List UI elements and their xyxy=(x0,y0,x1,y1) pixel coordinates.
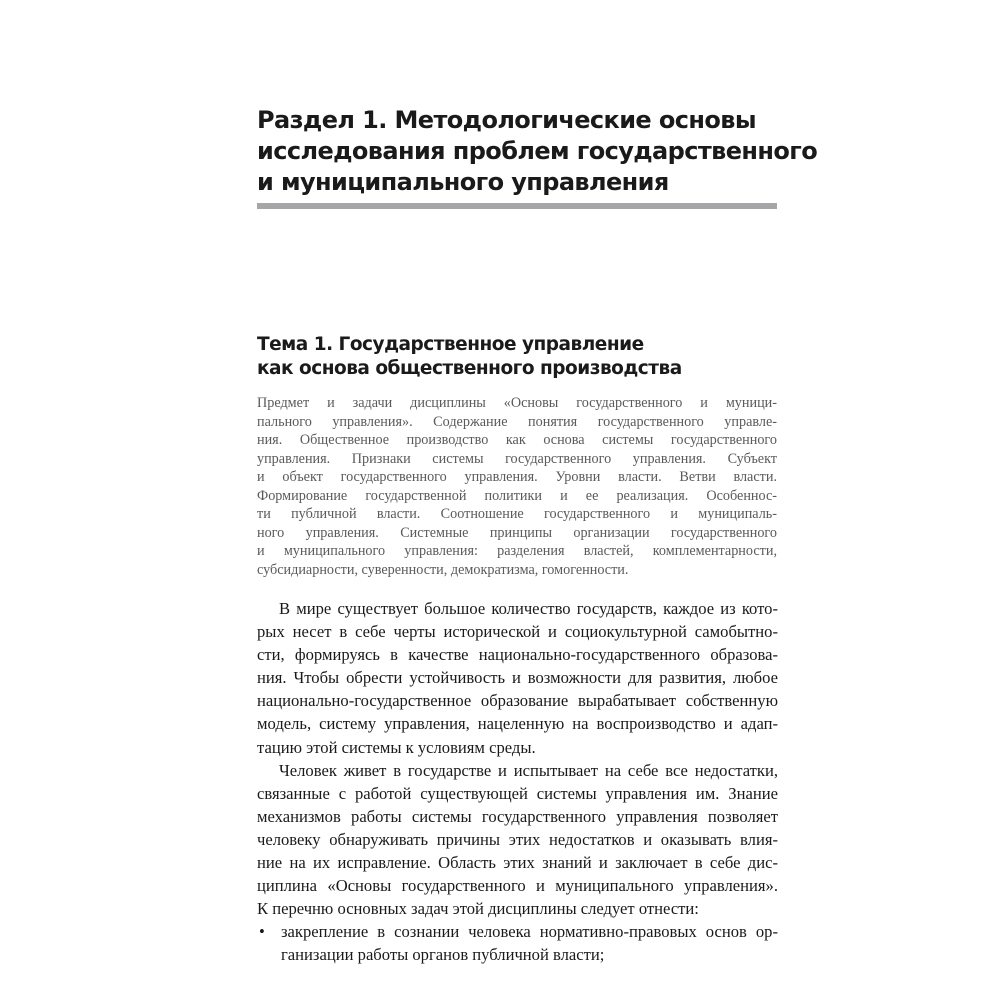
topic-title-line: как основа общественного производства xyxy=(257,358,682,379)
bullet-item xyxy=(257,920,778,966)
body-line: национально-государственное образование вырабатывает собственную xyxy=(257,691,778,711)
bullet-line: ганизации работы органов публичной власти; xyxy=(281,945,605,965)
abstract-line: Предмет и задачи дисциплины «Основы государственного и муници- xyxy=(257,395,777,411)
paragraph-1 xyxy=(257,597,778,759)
body-line: ния. Чтобы обрести устойчивость и возможности для развития, любое xyxy=(257,668,778,688)
main-body-text xyxy=(257,597,778,967)
body-line: тацию этой системы к условиям среды. xyxy=(257,737,536,757)
paragraph-2 xyxy=(257,759,778,921)
body-line: К перечню основных задач этой дисциплины следует отнести: xyxy=(257,899,699,919)
body-line: сти, формируясь в качестве национально-государственного образова- xyxy=(257,645,778,665)
abstract-line: ти публичной власти. Соотношение государственного и муниципаль- xyxy=(257,506,777,522)
body-line: модель, систему управления, нацеленную на воспроизводство и адап- xyxy=(257,714,778,734)
abstract-line: субсидиарности, суверенности, демократизма, гомогенности. xyxy=(257,561,629,578)
bullet-marker: • xyxy=(259,922,265,942)
section-title-line: и муниципального управления xyxy=(257,168,669,196)
section-title-line: исследования проблем государственного xyxy=(257,137,818,165)
abstract-line: и муниципального управления: разделения властей, комплементарности, xyxy=(257,543,777,559)
topic-abstract xyxy=(257,394,777,579)
topic-title xyxy=(257,333,777,381)
section-divider-rule xyxy=(257,203,777,209)
body-line: Человек живет в государстве и испытывает на себе все недостатки, xyxy=(279,760,778,780)
body-line: циплина «Основы государственного и муниципального управления». xyxy=(257,876,778,896)
abstract-line: пального управления». Содержание понятия государственного управле- xyxy=(257,413,777,430)
body-line: человеку обнаруживать причины этих недостатков и оказывать влия- xyxy=(257,829,778,849)
section-title-line: Раздел 1. Методологические основы xyxy=(257,106,756,134)
section-title xyxy=(257,105,818,198)
abstract-line: ного управления. Системные принципы организации государственного xyxy=(257,524,777,541)
body-line: механизмов работы системы государственного управления позволяет xyxy=(257,806,778,826)
abstract-line: Формирование государственной политики и ее реализация. Особеннос- xyxy=(257,487,777,504)
body-line: связанные с работой существующей системы управления им. Знание xyxy=(257,783,778,803)
bullet-line: закрепление в сознании человека нормативно-правовых основ ор- xyxy=(281,922,778,942)
topic-title-line: Тема 1. Государственное управление xyxy=(257,334,644,355)
body-line: ние на их исправление. Область этих знаний и заключает в себе дис- xyxy=(257,853,778,873)
abstract-line: ния. Общественное производство как основа системы государственного xyxy=(257,432,777,448)
body-line: рых несет в себе черты исторической и социокультурной самобытно- xyxy=(257,622,778,642)
body-line: В мире существует большое количество государств, каждое из кото- xyxy=(279,599,778,618)
abstract-line: управления. Признаки системы государственного управления. Субъект xyxy=(257,450,777,467)
abstract-line: и объект государственного управления. Уровни власти. Ветви власти. xyxy=(257,469,777,485)
